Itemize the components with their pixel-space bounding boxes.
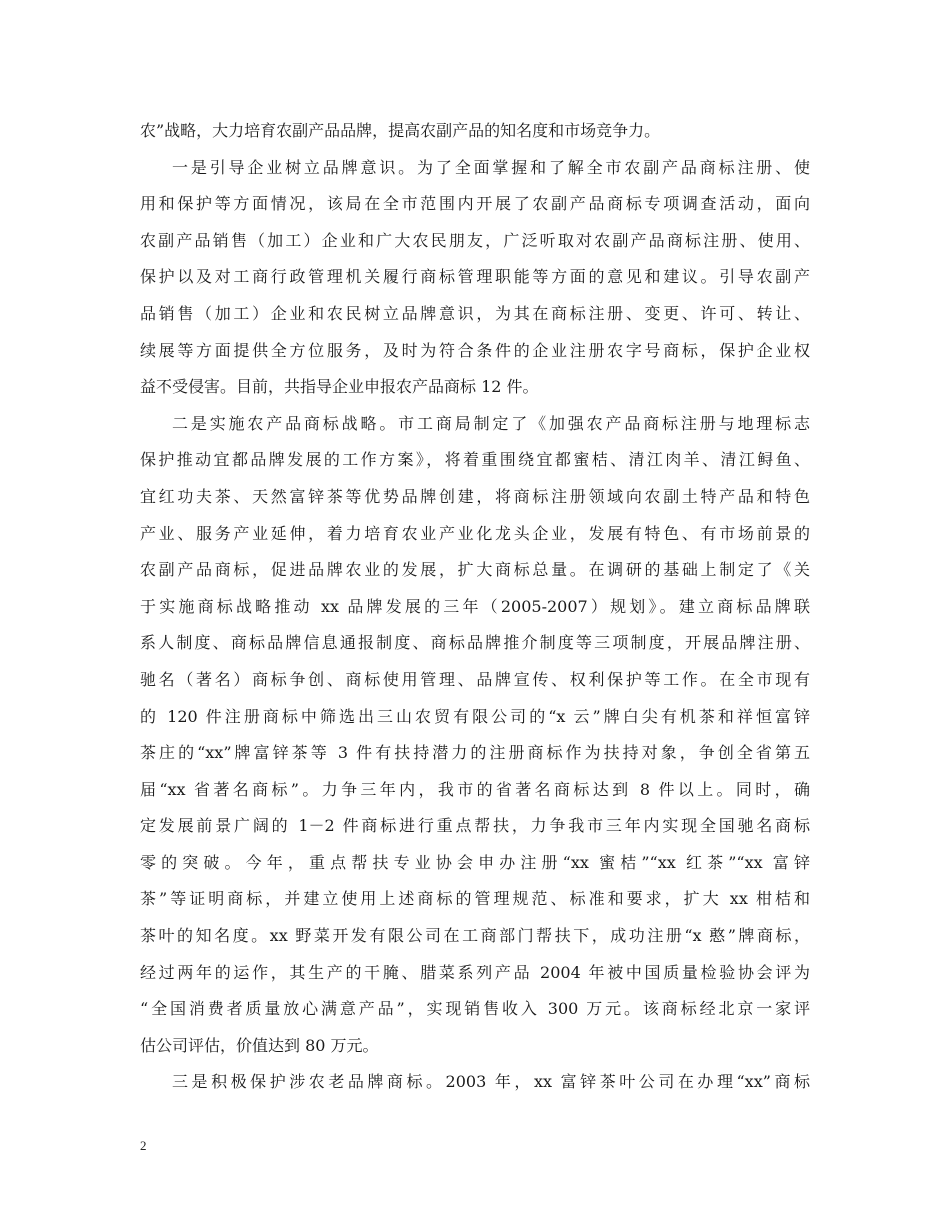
text-line: 驰名（著名）商标争创、商标使用管理、品牌宣传、权利保护等工作。在全市现有 — [140, 669, 810, 689]
text-line: 届“xx 省著名商标”。力争三年内，我市的省著名商标达到 8 件以上。同时，确 — [140, 779, 810, 799]
text-line: 系人制度、商标品牌信息通报制度、商标品牌推介制度等三项制度，开展品牌注册、 — [140, 633, 810, 653]
text-line: 估公司评估，价值达到 80 万元。 — [140, 1035, 379, 1055]
text-line: “全国消费者质量放心满意产品”，实现销售收入 300 万元。该商标经北京一家评 — [140, 999, 810, 1019]
text-line: 茶庄的“xx”牌富锌茶等 3 件有扶持潜力的注册商标作为扶持对象，争创全省第五 — [140, 743, 810, 763]
text-line: 保护以及对工商行政管理机关履行商标管理职能等方面的意见和建议。引导农副产 — [140, 267, 810, 287]
paragraph-first-line: 二是实施农产品商标战略。市工商局制定了《加强农产品商标注册与地理标志 — [172, 413, 810, 433]
text-line: 农”战略，大力培育农副产品品牌，提高农副产品的知名度和市场竞争力。 — [140, 121, 661, 140]
text-line: 于实施商标战略推动 xx 品牌发展的三年（2005-2007）规划》。建立商标品牌联 — [140, 596, 810, 616]
text-line: 保护推动宜都品牌发展的工作方案》，将着重围绕宜都蜜桔、清江肉羊、清江鲟鱼、 — [140, 450, 810, 470]
text-line: 零的突破。今年，重点帮扶专业协会申办注册“xx 蜜桔”“xx 红茶”“xx 富锌 — [140, 852, 810, 872]
text-line: 茶”等证明商标，并建立使用上述商标的管理规范、标准和要求，扩大 xx 柑桔和 — [140, 889, 810, 909]
document-body — [140, 113, 810, 1101]
text-line: 的 120 件注册商标中筛选出三山农贸有限公司的“x 云”牌白尖有机茶和祥恒富锌 — [140, 706, 810, 726]
text-line: 品销售（加工）企业和农民树立品牌意识，为其在商标注册、变更、许可、转让、 — [140, 303, 810, 323]
text-line: 用和保护等方面情况，该局在全市范围内开展了农副产品商标专项调查活动，面向 — [140, 194, 810, 214]
text-line: 益不受侵害。目前，共指导企业申报农产品商标 12 件。 — [140, 377, 539, 397]
text-line: 农副产品销售（加工）企业和广大农民朋友，广泛听取对农副产品商标注册、使用、 — [140, 230, 810, 250]
text-line: 续展等方面提供全方位服务，及时为符合条件的企业注册农字号商标，保护企业权 — [140, 340, 810, 360]
paragraph-first-line: 三是积极保护涉农老品牌商标。2003 年，xx 富锌茶叶公司在办理“xx”商标 — [172, 1072, 810, 1092]
text-line: 产业、服务产业延伸，着力培育农业产业化龙头企业，发展有特色、有市场前景的 — [140, 523, 810, 543]
text-line: 宜红功夫茶、天然富锌茶等优势品牌创建，将商标注册领域向农副土特产品和特色 — [140, 486, 810, 506]
text-line: 茶叶的知名度。xx 野菜开发有限公司在工商部门帮扶下，成功注册“x 憨”牌商标， — [140, 926, 810, 946]
paragraph-first-line: 一是引导企业树立品牌意识。为了全面掌握和了解全市农副产品商标注册、使 — [172, 157, 810, 177]
text-line: 经过两年的运作，其生产的干腌、腊菜系列产品 2004 年被中国质量检验协会评为 — [140, 962, 810, 982]
text-line: 农副产品商标，促进品牌农业的发展，扩大商标总量。在调研的基础上制定了《关 — [140, 560, 810, 580]
text-line: 定发展前景广阔的 1－2 件商标进行重点帮扶，力争我市三年内实现全国驰名商标 — [140, 816, 810, 836]
page-number: 2 — [140, 1138, 147, 1153]
